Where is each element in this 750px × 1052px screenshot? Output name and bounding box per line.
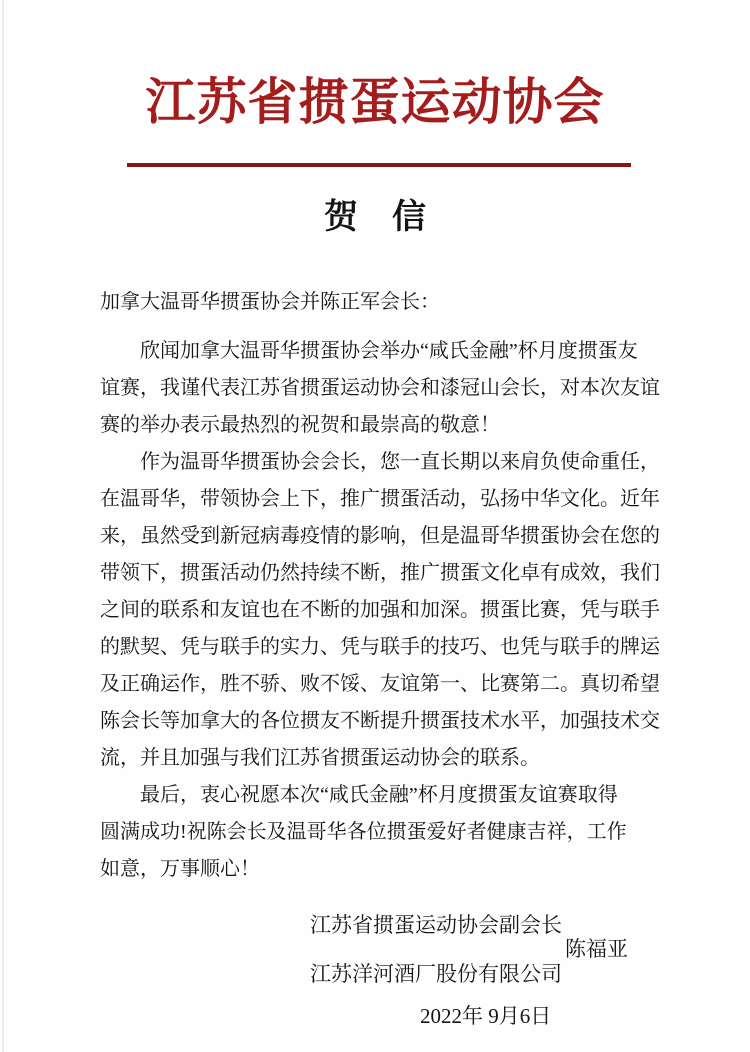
letter-body — [100, 284, 666, 888]
paragraph-line: 圆满成功!祝陈会长及温哥华各位掼蛋爱好者健康吉祥，工作 — [100, 821, 627, 843]
paragraph-line: 赛的举办表示最热烈的祝贺和最崇高的敬意！ — [100, 414, 500, 436]
paragraph-line: 流，并且加强与我们江苏省掼蛋运动协会的联系。 — [100, 747, 540, 769]
paragraph — [100, 444, 666, 777]
signature-company: 江苏洋河酒厂股份有限公司 — [310, 962, 562, 986]
paragraph-line: 欣闻加拿大温哥华掼蛋协会举办“咸氏金融”杯月度掼蛋友 — [140, 340, 638, 362]
paragraph-line: 作为温哥华掼蛋协会会长，您一直长期以来肩负使命重任， — [140, 451, 660, 473]
paragraph-line: 来，虽然受到新冠病毒疫情的影响，但是温哥华掼蛋协会在您的 — [100, 525, 660, 547]
signature-name: 陈福亚 — [565, 937, 628, 961]
paragraph — [100, 333, 666, 444]
paragraph-line: 谊赛，我谨代表江苏省掼蛋运动协会和漆冠山会长，对本次友谊 — [100, 377, 660, 399]
salutation: 加拿大温哥华掼蛋协会并陈正军会长： — [100, 291, 440, 313]
letter-date: 2022年 9月6日 — [420, 1004, 552, 1028]
letterhead-org-name: 江苏省掼蛋运动协会 — [145, 74, 605, 130]
paragraph-line: 如意，万事顺心！ — [100, 858, 260, 880]
letterhead-rule — [127, 163, 631, 167]
paragraph-line: 在温哥华，带领协会上下，推广掼蛋活动，弘扬中华文化。近年 — [100, 488, 660, 510]
letter-title: 贺 信 — [324, 199, 426, 236]
paragraph-line: 陈会长等加拿大的各位掼友不断提升掼蛋技术水平，加强技术交 — [100, 710, 660, 732]
paragraph-line: 及正确运作，胜不骄、败不馁、友谊第一、比赛第二。真切希望 — [100, 673, 660, 695]
paragraph-line: 的默契、凭与联手的实力、凭与联手的技巧、也凭与联手的牌运 — [100, 636, 660, 658]
paragraphs-container — [100, 333, 666, 888]
paragraph-line: 之间的联系和友谊也在不断的加强和加深。掼蛋比赛，凭与联手 — [100, 599, 660, 621]
scan-edge-line — [2, 0, 4, 1052]
paragraph-line: 最后，衷心祝愿本次“咸氏金融”杯月度掼蛋友谊赛取得 — [140, 784, 618, 806]
paragraph — [100, 777, 666, 888]
signature-role: 江苏省掼蛋运动协会副会长 — [310, 913, 562, 937]
paragraph-line: 带领下，掼蛋活动仍然持续不断，推广掼蛋文化卓有成效，我们 — [100, 562, 660, 584]
